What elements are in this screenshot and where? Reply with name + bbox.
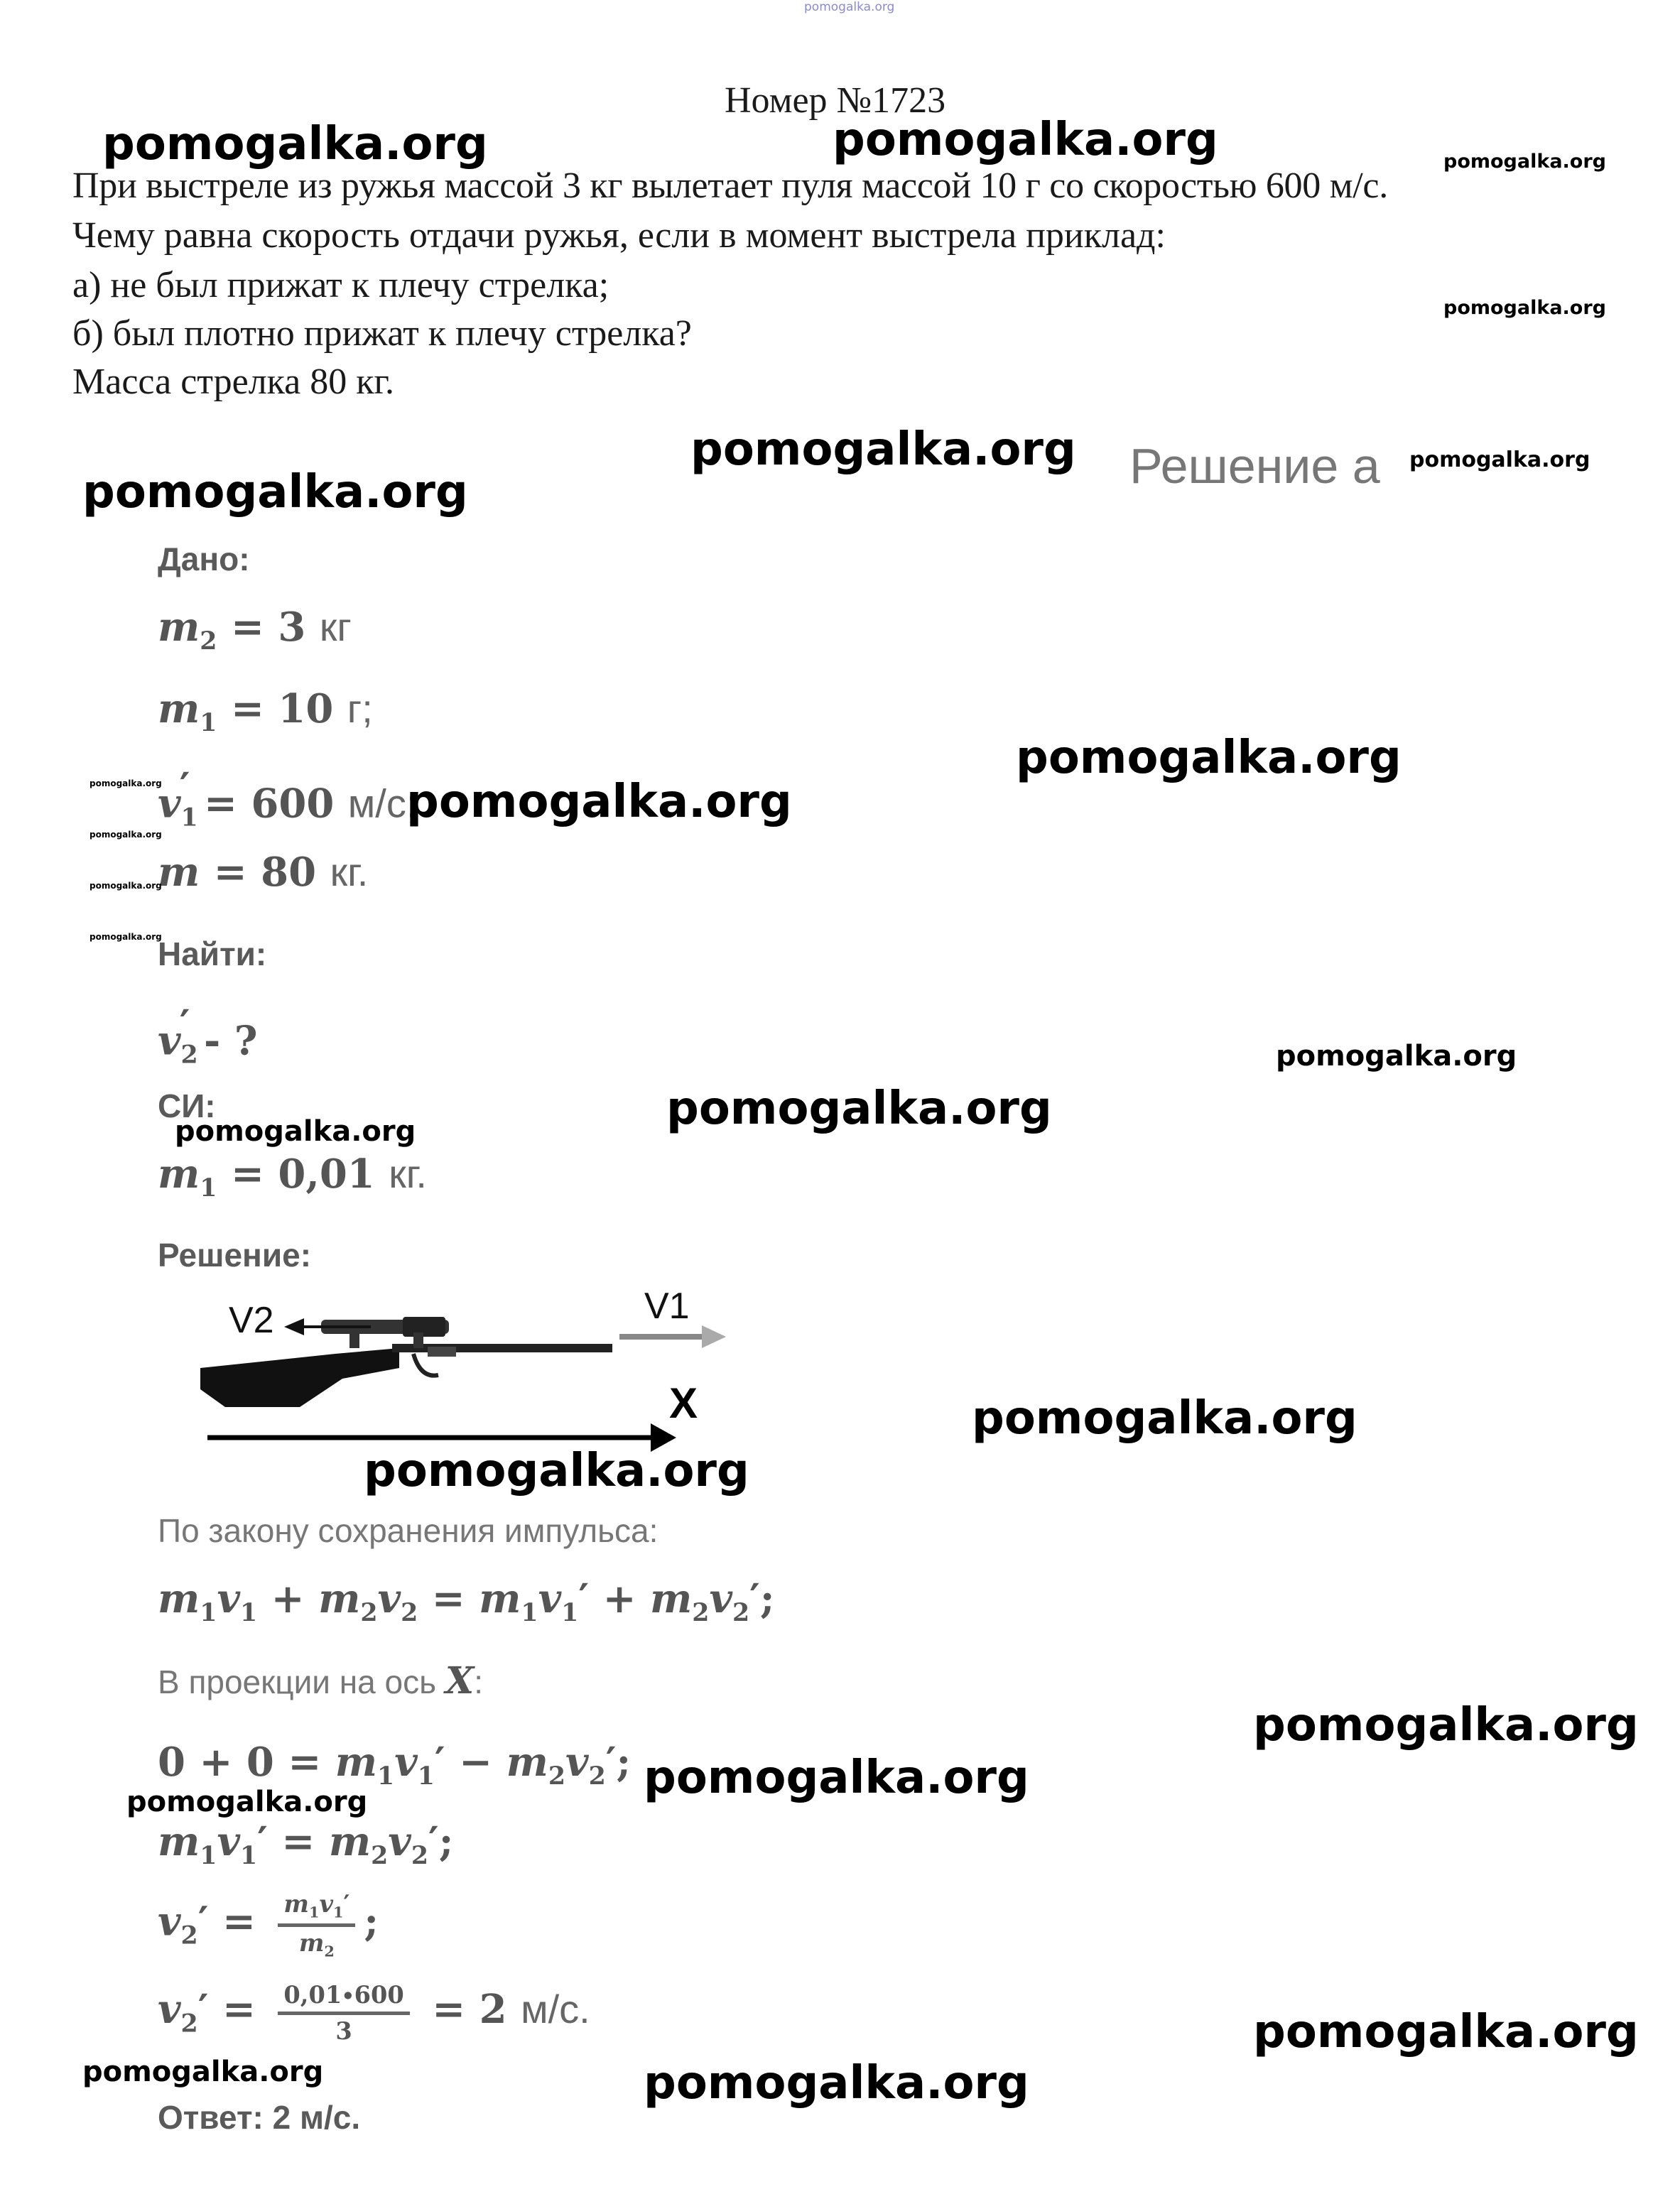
answer-text: Ответ: 2 м/с.: [158, 2099, 361, 2136]
watermark: pomogalka.org: [644, 1752, 1029, 1804]
watermark: pomogalka.org: [406, 776, 792, 828]
find-v2: $v_2'$ - ?: [158, 1001, 258, 1070]
v1-label: V1: [644, 1286, 690, 1327]
projection-text: В проекции на ось X:: [158, 1659, 483, 1703]
watermark: pomogalka.org: [972, 1392, 1357, 1445]
watermark: pomogalka.org: [364, 1445, 749, 1497]
v2-calculation: $v_2'$ = $\frac{0,01\cdot 600}{3}$ = 2 м/с.: [158, 1980, 590, 2045]
problem-line-2: Чему равна скорость отдачи ружья, если в момент выстрела приклад:: [72, 215, 1166, 256]
watermark: pomogalka.org: [666, 1082, 1052, 1135]
watermark: pomogalka.org: [82, 466, 468, 519]
watermark: pomogalka.org: [175, 1115, 416, 1148]
solution-heading: Решение а: [1129, 438, 1380, 494]
x-axis-label: X: [669, 1379, 698, 1427]
watermark: pomogalka.org: [90, 778, 162, 788]
watermark: pomogalka.org: [1276, 1040, 1517, 1073]
given-m: m = 80 кг.: [158, 849, 369, 896]
watermark: pomogalka.org: [644, 2057, 1029, 2110]
watermark: pomogalka.org: [1443, 297, 1606, 319]
watermark: pomogalka.org: [690, 423, 1076, 476]
watermark: pomogalka.org: [90, 830, 162, 840]
problem-line-3: а) не был прижат к плечу стрелка;: [72, 265, 609, 305]
given-v1: $v_1' = 600$ м/с;: [158, 764, 418, 832]
given-m2: $m_2 = 3$ кг: [158, 604, 352, 656]
watermark: pomogalka.org: [1016, 732, 1402, 784]
watermark: pomogalka.org: [82, 2056, 324, 2088]
page-title: Номер №1723: [725, 80, 946, 121]
watermark: pomogalka.org: [90, 881, 162, 891]
watermark: pomogalka.org: [90, 932, 162, 942]
given-label: Дано:: [158, 541, 250, 577]
projection-equation: $0 + 0 = m_1v_1' - m_2v_2'$;: [158, 1739, 632, 1791]
momentum-equation: $m_1v_1 + m_2v_2 = m_1v_1' + m_2v_2'$;: [158, 1575, 775, 1628]
find-label: Найти:: [158, 935, 267, 972]
watermark: pomogalka.org: [1253, 1699, 1639, 1752]
v2-label: V2: [229, 1300, 274, 1341]
rifle-figure: [158, 1283, 740, 1453]
solution-label: Решение:: [158, 1237, 312, 1274]
watermark: pomogalka.org: [1443, 151, 1606, 173]
problem-line-1: При выстреле из ружья массой 3 кг вылетает пуля массой 10 г со скоростью 600 м/с.: [72, 165, 1388, 206]
watermark: pomogalka.org: [833, 114, 1218, 166]
si-m1: $m_1 = 0,01$ кг.: [158, 1151, 427, 1203]
problem-line-4: б) был плотно прижат к плечу стрелка?: [72, 313, 692, 354]
given-m1: $m_1 = 10$ г;: [158, 685, 373, 738]
watermark: pomogalka.org: [102, 118, 488, 170]
rifle-figure-svg: [158, 1283, 740, 1453]
equality-equation: $m_1v_1' = m_2v_2'$;: [158, 1818, 454, 1871]
problem-line-5: Масса стрелка 80 кг.: [72, 362, 394, 402]
si-label: СИ:: [158, 1087, 216, 1124]
watermark: pomogalka.org: [1253, 2006, 1639, 2058]
law-text: По закону сохранения импульса:: [158, 1512, 659, 1549]
top-watermark: pomogalka.org: [804, 0, 895, 14]
v2-formula: $v_2'$ = $\frac{m_1v_1'}{m_2}$ ;: [158, 1889, 379, 1960]
watermark: pomogalka.org: [1409, 447, 1590, 472]
watermark: pomogalka.org: [126, 1786, 368, 1818]
